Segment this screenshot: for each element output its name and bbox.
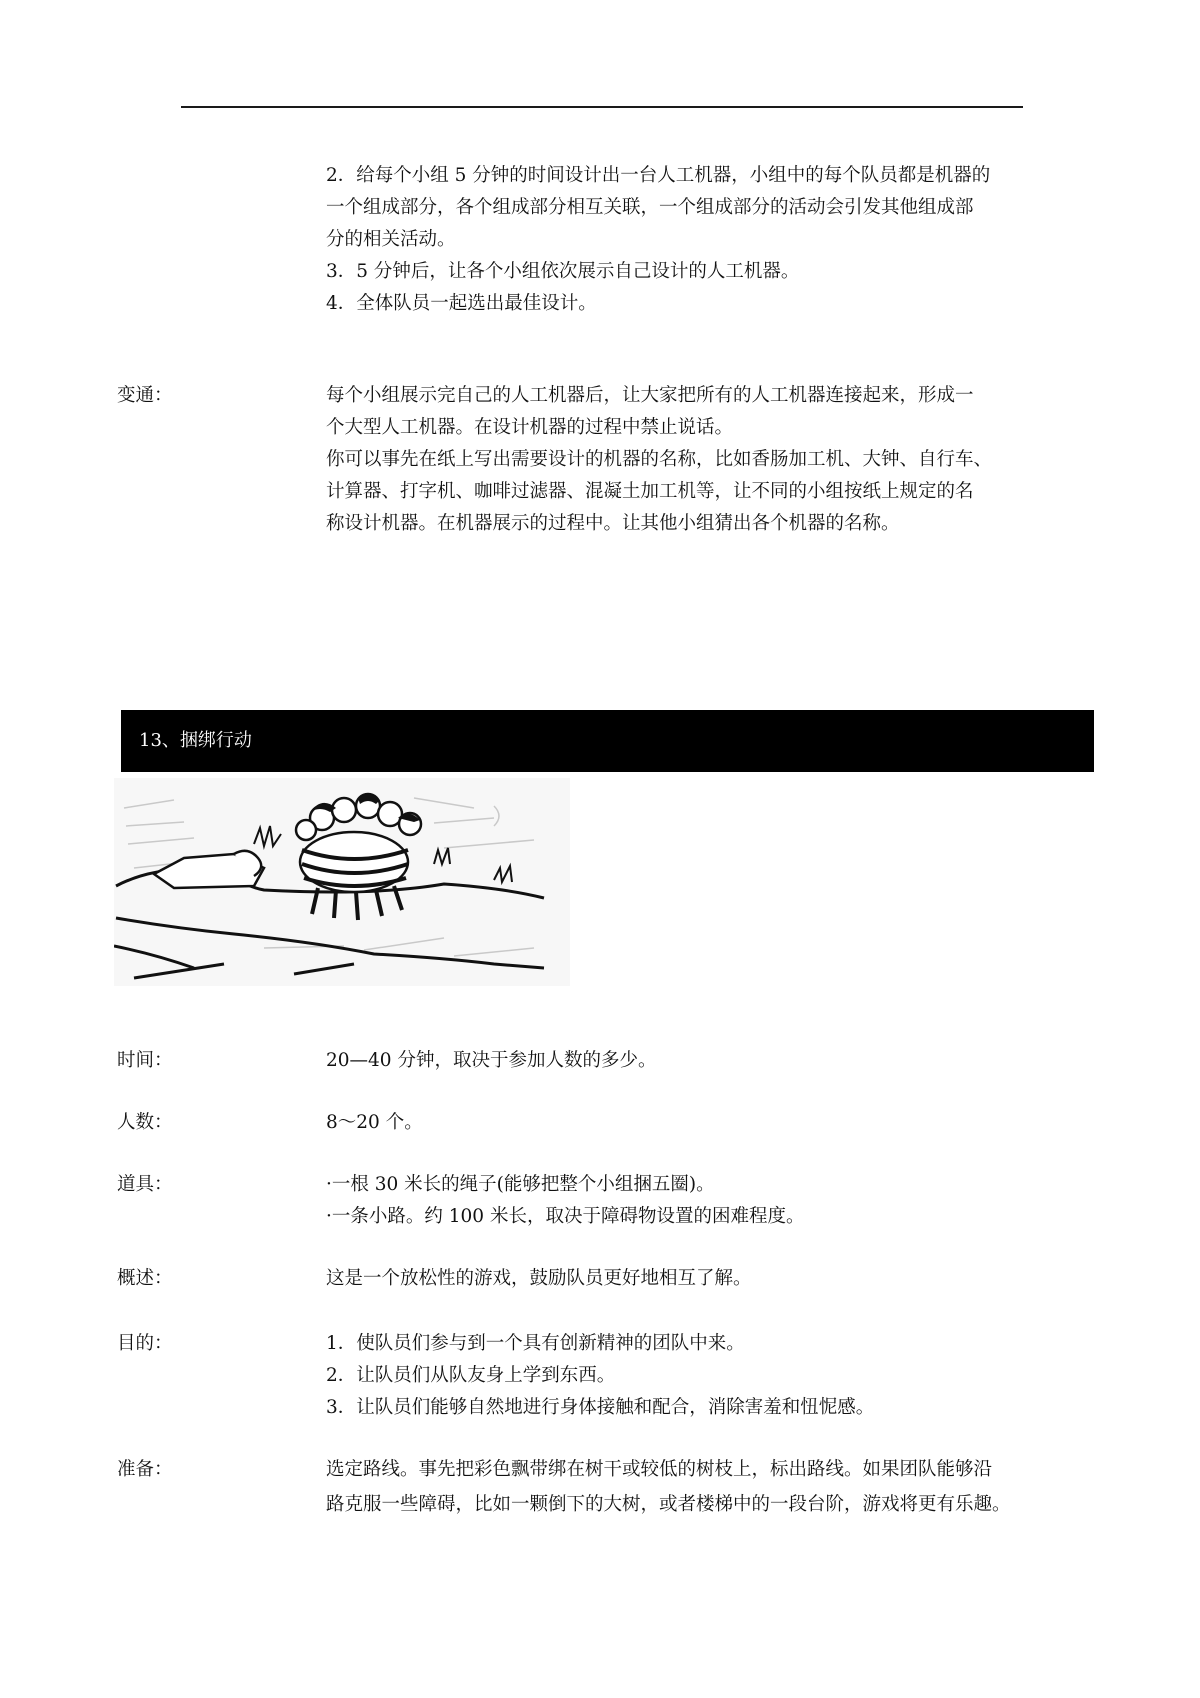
variation-label: 变通：	[117, 385, 173, 406]
step-3: 3．5 分钟后，让各个小组依次展示自己设计的人工机器。	[326, 261, 800, 282]
props-line-2: ·一条小路。约 100 米长，取决于障碍物设置的困难程度。	[326, 1206, 805, 1227]
time-value: 20—40 分钟，取决于参加人数的多少。	[326, 1050, 657, 1071]
prep-label: 准备：	[117, 1459, 173, 1480]
step-2-line-2: 一个组成部分，各个组成部分相互关联，一个组成部分的活动会引发其他组成部	[326, 197, 974, 218]
prep-line-1: 选定路线。事先把彩色飘带绑在树干或较低的树枝上，标出路线。如果团队能够沿	[326, 1459, 993, 1480]
props-label: 道具：	[117, 1174, 173, 1195]
time-label: 时间：	[117, 1050, 173, 1071]
people-value: 8～20 个。	[326, 1112, 423, 1133]
overview-value: 这是一个放松性的游戏，鼓励队员更好地相互了解。	[326, 1268, 752, 1289]
purpose-line-3: 3．让队员们能够自然地进行身体接触和配合，消除害羞和忸怩感。	[326, 1397, 875, 1418]
variation-line-3: 你可以事先在纸上写出需要设计的机器的名称，比如香肠加工机、大钟、自行车、	[326, 449, 993, 470]
variation-line-5: 称设计机器。在机器展示的过程中。让其他小组猜出各个机器的名称。	[326, 513, 900, 534]
variation-line-2: 个大型人工机器。在设计机器的过程中禁止说话。	[326, 417, 734, 438]
team-tied-illustration	[114, 778, 570, 986]
step-4: 4．全体队员一起选出最佳设计。	[326, 293, 597, 314]
purpose-label: 目的：	[117, 1333, 173, 1354]
overview-label: 概述：	[117, 1268, 173, 1289]
section-title: 13、捆绑行动	[139, 730, 252, 751]
step-2-line-1: 2．给每个小组 5 分钟的时间设计出一台人工机器，小组中的每个队员都是机器的	[326, 165, 991, 186]
purpose-line-2: 2．让队员们从队友身上学到东西。	[326, 1365, 616, 1386]
props-line-1: ·一根 30 米长的绳子(能够把整个小组捆五圈)。	[326, 1174, 715, 1195]
variation-line-1: 每个小组展示完自己的人工机器后，让大家把所有的人工机器连接起来，形成一	[326, 385, 974, 406]
purpose-line-1: 1．使队员们参与到一个具有创新精神的团队中来。	[326, 1333, 745, 1354]
prep-line-2: 路克服一些障碍，比如一颗倒下的大树，或者楼梯中的一段台阶，游戏将更有乐趣。	[326, 1494, 1011, 1515]
step-2-line-3: 分的相关活动。	[326, 229, 456, 250]
header-rule	[181, 106, 1023, 108]
section-banner	[121, 710, 1094, 772]
variation-line-4: 计算器、打字机、咖啡过滤器、混凝土加工机等，让不同的小组按纸上规定的名	[326, 481, 974, 502]
people-label: 人数：	[117, 1112, 173, 1133]
